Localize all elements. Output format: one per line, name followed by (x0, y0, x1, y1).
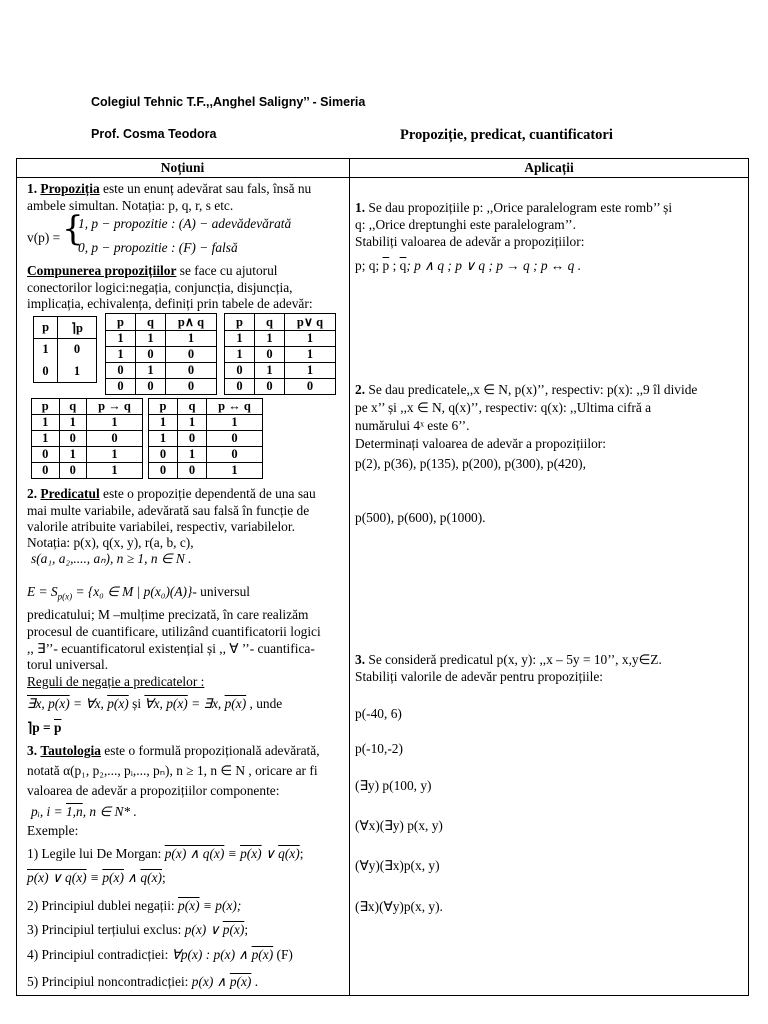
section-predicate-line9: ,, ∃’’- ecuantificatorul existențial și ,, ∀ ’’- cuantifica- (27, 641, 315, 656)
example-de-morgan-line1: 1) Legile lui De Morgan: p(x) ∧ q(x) ≡ p(x) ∨ q(x); (27, 846, 304, 861)
section-predicate-line7: predicatului; M –mulțime precizată, în care realizăm (27, 607, 309, 622)
application-1-line1: 1. Se dau propozițiile p: ,,Orice paralelogram este romb’’ și (355, 200, 673, 215)
composition-line2: conectorilor logici:negația, conjuncția, disjuncția, (27, 280, 293, 295)
section-predicate-line1: 2. Predicatul este o propoziție dependentă de una sau (27, 486, 316, 501)
school-name: Colegiul Tehnic T.F.,,Anghel Saligny’’ - Simeria (91, 95, 366, 109)
document-title: Propoziție, predicat, cuantificatori (400, 127, 613, 143)
section-tautology-line3: valoarea de adevăr a propozițiilor componente: (27, 783, 280, 798)
section-predicate-line4: Notația: p(x), q(x, y), r(a, b, c), (27, 535, 194, 550)
header-divider (16, 177, 749, 178)
application-2-values-1: p(2), p(36), p(135), p(200), p(300), p(420), (355, 456, 586, 471)
application-2-line2: pe x’’ și ,,x ∈ N, q(x)’’, respectiv: q(x): ,,Ultima cifră a (355, 400, 652, 415)
composition-line1: Compunerea propozițiilor se face cu ajutorul (27, 263, 278, 278)
implication-truth-table: p q p → q 1 1 1 1 0 0 0 1 1 0 0 1 (31, 398, 143, 479)
section-predicate-line8: procesul de cuantificare, utilizând cuantificatorii logici (27, 624, 321, 639)
truth-value-case-false: 0, p − propozitie : (F) − falsă (78, 240, 238, 255)
application-2-line1: 2. Se dau predicatele,,x ∈ N, p(x)’’, respectiv: p(x): ,,9 îl divide (355, 382, 698, 397)
truth-value-case-true: 1, p − propozitie : (A) − adevădevărată (78, 216, 292, 231)
section-proposition-line1: 1. Propoziția este un enunț adevărat sau fals, însă nu (27, 181, 312, 196)
section-predicate-line2: mai multe variabile, adevărată sau falsă în funcție de (27, 503, 310, 518)
negation-rules-heading: Reguli de negație a predicatelor : (27, 674, 205, 689)
column-divider (349, 158, 350, 996)
truth-value-label: v(p) = (27, 230, 61, 245)
double-negation-rule: ⌉p = $\overline{p}$ (27, 720, 62, 735)
application-3-item2: p(-10,-2) (355, 741, 403, 756)
section-proposition-line2: ambele simultan. Notația: p, q, r, s etc. (27, 198, 234, 213)
negation-truth-table: p ⌉p 1 0 0 1 (33, 316, 97, 383)
teacher-name: Prof. Cosma Teodora (91, 127, 217, 141)
section-tautology-line1: 3. Tautologia este o formulă propozițională adevărată, (27, 743, 320, 758)
section-predicate-line10: torul universal. (27, 657, 109, 672)
column-header-notions: Noțiuni (160, 160, 205, 175)
section-tautology-line4: pᵢ, i = 1,n, n ∈ N* . (31, 804, 137, 819)
composition-line3: implicația, echivalența, definiți prin tabele de adevăr: (27, 296, 313, 311)
application-1-line3: Stabiliți valoarea de adevăr a propozițiilor: (355, 234, 585, 249)
disjunction-truth-table: p q p∨ q 1 1 1 1 0 1 0 1 1 0 0 0 (224, 313, 336, 395)
application-3-item5: (∀y)(∃x)p(x, y) (355, 858, 440, 873)
conjunction-truth-table: p q p∧ q 1 1 1 1 0 0 0 1 0 0 0 0 (105, 313, 217, 395)
application-3-item4: (∀x)(∃y) p(x, y) (355, 818, 443, 833)
brace-symbol: { (62, 209, 84, 249)
application-3-item6: (∃x)(∀y)p(x, y). (355, 899, 443, 914)
application-2-line4: Determinați valoarea de adevăr a propozițiilor: (355, 436, 606, 451)
example-noncontradiction: 5) Principiul noncontradicției: p(x) ∧ p(x) . (27, 974, 259, 989)
application-1-propositions: p; q; $\overline{p}$ ; $\overline{q}$; p ∧ q ; p ∨ q ; p → q ; p ↔ q . (355, 258, 582, 273)
section-predicate-line5: s(a₁, a₂,...., aₙ), n ≥ 1, n ∈ N . (31, 551, 192, 566)
application-3-item3: (∃y) p(100, y) (355, 778, 432, 793)
section-tautology-line2: notată α(p₁, p₂,..., pᵢ,..., pₙ), n ≥ 1, n ∈ N , oricare ar fi (27, 763, 318, 778)
column-header-applications: Aplicații (524, 160, 574, 175)
application-3-line2: Stabiliți valorile de adevăr pentru propozițiile: (355, 669, 604, 684)
example-excluded-middle: 3) Principiul terțiului exclus: p(x) ∨ p(x); (27, 922, 249, 937)
application-2-line3: numărului 4ˣ este 6’’. (355, 418, 470, 433)
predicate-universe-formula: $E = S_{p(x)} = \{x_0$ ∈ M | p(x₀)(A)}- universul (27, 584, 251, 602)
application-1-line2: q: ,,Orice dreptunghi este paralelogram’’. (355, 217, 576, 232)
example-contradiction: 4) Principiul contradicției: ∀p(x) : p(x) ∧ p(x) (F) (27, 947, 293, 962)
examples-heading: Exemple: (27, 823, 79, 838)
negation-rules-formula: ∃x, p(x) = ∀x, p(x) și ∀x, p(x) = ∃x, p(x) , unde (27, 696, 283, 711)
example-de-morgan-line2: p(x) ∨ q(x) ≡ p(x) ∧ q(x); (27, 870, 166, 885)
equivalence-truth-table: p q p ↔ q 1 1 1 1 0 0 0 1 0 0 0 1 (148, 398, 263, 479)
section-predicate-line3: valorile atribuite variabilei, respectiv, variabilelor. (27, 519, 295, 534)
example-double-negation: 2) Principiul dublei negații: p(x) ≡ p(x); (27, 898, 242, 913)
application-3-item1: p(-40, 6) (355, 706, 402, 721)
application-2-values-2: p(500), p(600), p(1000). (355, 510, 486, 525)
application-3-line1: 3. Se consideră predicatul p(x, y): ,,x – 5y = 10’’, x,y∈Z. (355, 652, 662, 667)
